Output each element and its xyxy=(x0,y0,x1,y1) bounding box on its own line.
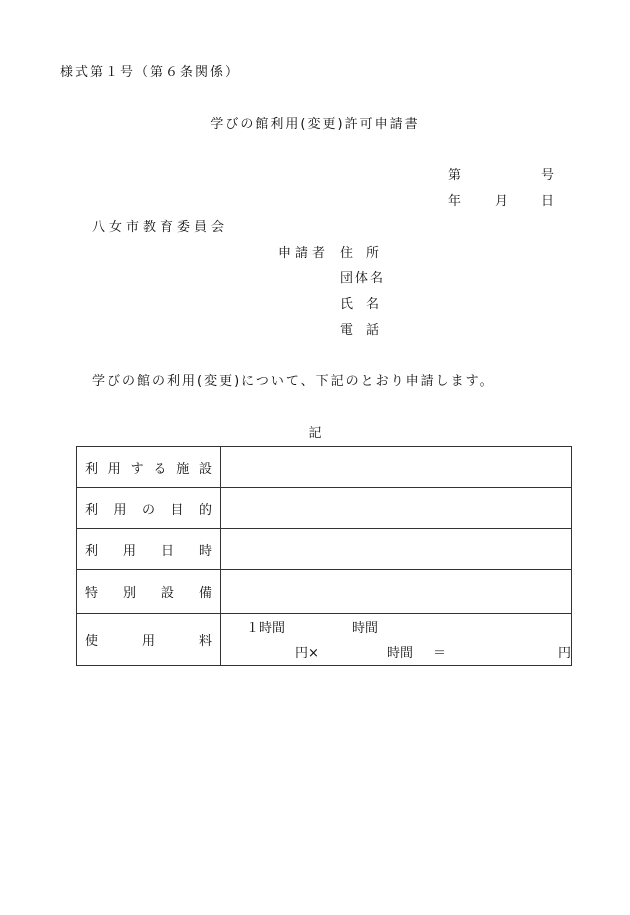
label-char: 用 xyxy=(107,461,121,477)
label-char: 設 xyxy=(160,586,174,601)
table-row xyxy=(77,529,572,570)
label-char: 時 xyxy=(198,543,212,559)
label-char: 的 xyxy=(198,502,212,518)
applicant-address-label: 住 所 xyxy=(340,246,380,261)
table-row xyxy=(77,488,572,529)
application-table xyxy=(76,446,572,666)
fee-per-hour-label: １時間 xyxy=(246,621,286,636)
label-char: の xyxy=(141,502,155,518)
row-label-fee xyxy=(77,614,221,666)
table-row xyxy=(77,614,572,666)
label-char: 利 xyxy=(85,502,99,518)
facility-value-cell[interactable] xyxy=(221,447,572,488)
label-chars xyxy=(85,458,212,477)
label-char: 用 xyxy=(113,502,127,518)
form-number-label: 様式第１号（第６条関係） xyxy=(60,65,241,80)
fee-total-yen-label: 円 xyxy=(558,646,572,661)
row-label-purpose xyxy=(77,488,221,529)
label-char: 日 xyxy=(160,543,174,559)
intro-sentence: 学びの館の利用(変更)について、下記のとおり申請します。 xyxy=(92,374,495,389)
label-chars xyxy=(85,540,212,559)
datetime-value-cell[interactable] xyxy=(221,529,572,570)
fee-calculation xyxy=(221,614,571,665)
label-char: 利 xyxy=(85,461,99,477)
label-char: 別 xyxy=(122,586,136,601)
fee-equals-sign: ＝ xyxy=(433,646,447,661)
fee-value-cell[interactable] xyxy=(221,614,572,666)
number-prefix: 第 xyxy=(448,168,462,183)
purpose-value-cell[interactable] xyxy=(221,488,572,529)
applicant-phone-label: 電 話 xyxy=(340,323,380,338)
date-day: 日 xyxy=(541,194,555,209)
label-char: す xyxy=(130,461,144,477)
label-char: 利 xyxy=(85,543,99,559)
table-row xyxy=(77,447,572,488)
row-label-facility xyxy=(77,447,221,488)
applicant-group-label: 団体名 xyxy=(340,271,386,286)
row-label-datetime xyxy=(77,529,221,570)
row-label-equipment xyxy=(77,570,221,614)
ki-heading: 記 xyxy=(308,426,322,441)
table-row xyxy=(77,570,572,614)
label-char: 施 xyxy=(176,461,190,477)
fee-yen-times-label: 円× xyxy=(295,646,319,661)
label-char: 目 xyxy=(170,502,184,518)
fee-hours-label: 時間 xyxy=(352,621,379,636)
equipment-value-cell[interactable] xyxy=(221,570,572,614)
label-char: 用 xyxy=(141,634,155,649)
recipient: 八女市教育委員会 xyxy=(92,220,229,235)
label-char: 料 xyxy=(198,634,212,649)
label-char: 備 xyxy=(198,586,212,601)
label-char: 使 xyxy=(85,634,99,649)
label-char: 設 xyxy=(198,461,212,477)
applicant-label: 申請者 xyxy=(278,246,330,261)
date-year: 年 xyxy=(448,194,462,209)
label-char: る xyxy=(153,461,167,477)
document-title: 学びの館利用(変更)許可申請書 xyxy=(210,117,420,132)
label-chars xyxy=(85,582,212,601)
label-chars xyxy=(85,499,212,518)
number-suffix: 号 xyxy=(541,168,555,183)
label-char: 特 xyxy=(85,586,99,601)
applicant-name-label: 氏 名 xyxy=(340,297,380,312)
date-month: 月 xyxy=(495,194,509,209)
label-char: 用 xyxy=(122,543,136,559)
label-chars xyxy=(85,630,212,649)
fee-hours-multiplier-label: 時間 xyxy=(387,646,414,661)
